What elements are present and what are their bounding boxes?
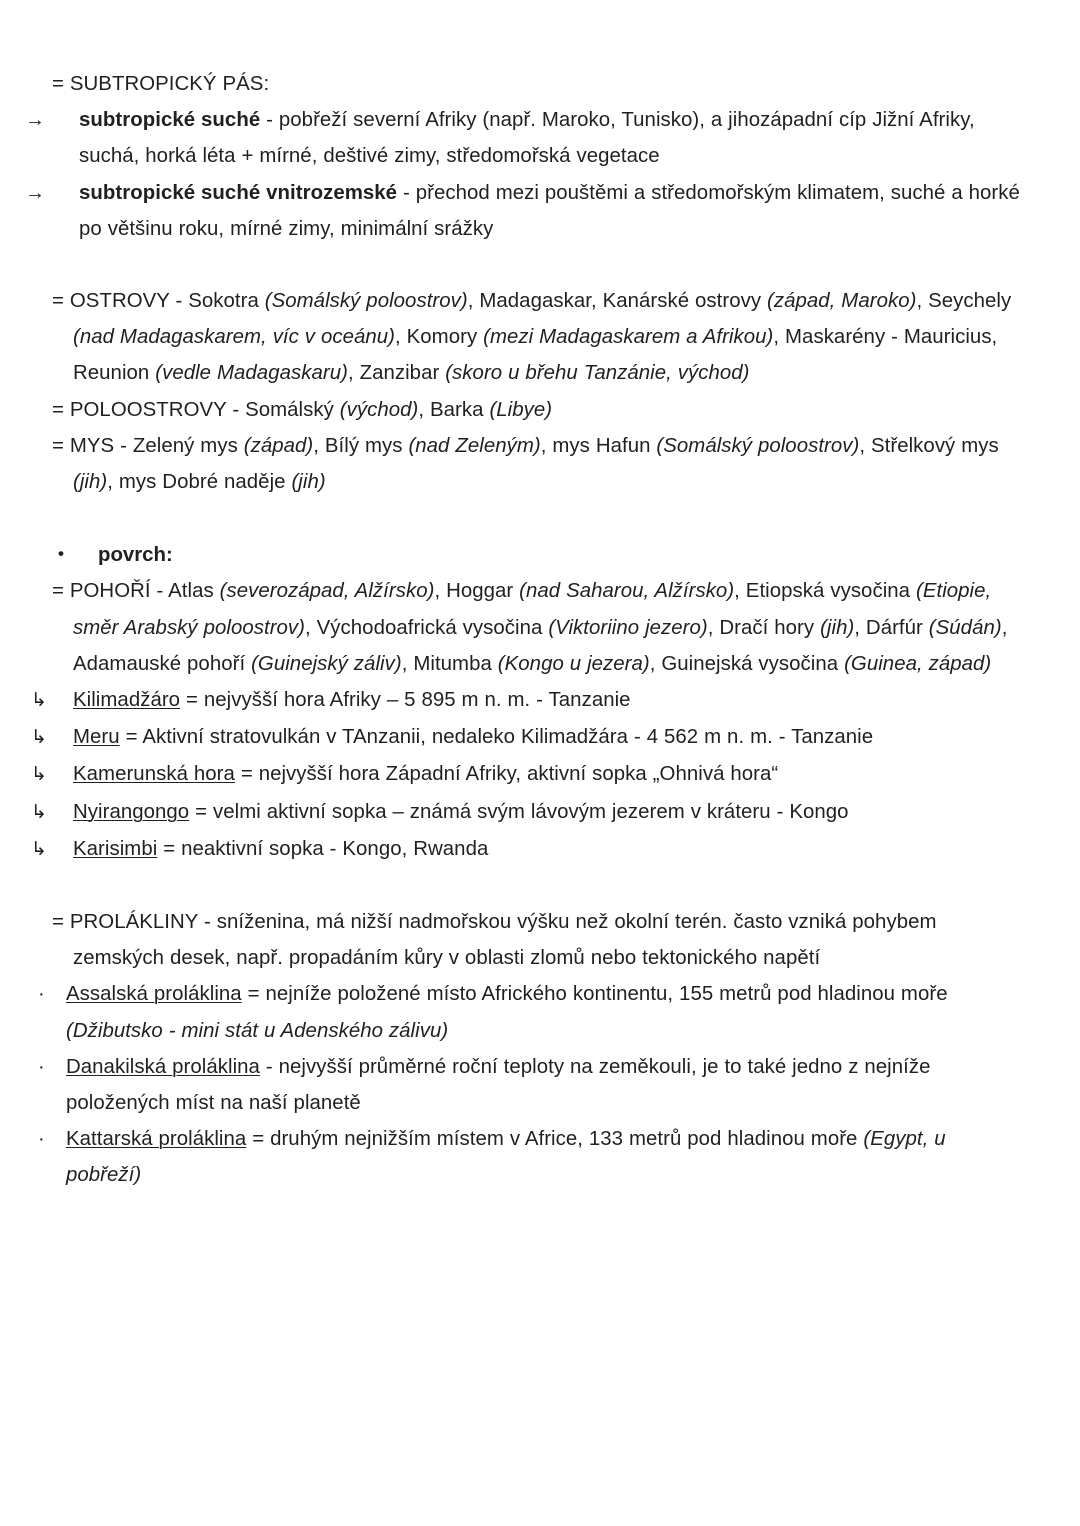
heading-povrch-label: povrch: bbox=[98, 544, 173, 567]
entry-ostrovy bbox=[52, 283, 1022, 392]
mountain-item bbox=[31, 682, 1022, 719]
italic-run: (západ, Maroko) bbox=[767, 290, 917, 313]
mountain-item bbox=[31, 794, 1022, 831]
italic-run: (nad Madagaskarem, víc v oceánu) bbox=[73, 326, 396, 349]
italic-run: (východ) bbox=[339, 398, 419, 421]
text-run: = MYS - Zelený mys bbox=[52, 434, 244, 457]
mountain-name: Meru bbox=[73, 726, 120, 749]
rich-pohori bbox=[52, 580, 1007, 674]
italic-run: (nad Zeleným) bbox=[408, 434, 541, 457]
entry-subtropicke-suche-vnitrozemske bbox=[25, 175, 1022, 247]
text-run: , Střelkový mys bbox=[859, 434, 999, 457]
text-run: , Seychely bbox=[916, 290, 1012, 313]
proklina-name: Assalská proláklina bbox=[66, 983, 242, 1006]
arrow-sub-icon: ↳ bbox=[31, 838, 47, 860]
text-run: , Guinejská vysočina bbox=[649, 652, 845, 675]
italic-run: (Somálský poloostrov) bbox=[264, 290, 468, 313]
section-gap bbox=[52, 500, 1022, 536]
italic-run: (Libye) bbox=[489, 398, 553, 421]
italic-run: (Guinea, západ) bbox=[844, 652, 992, 675]
bullet-small-icon: · bbox=[38, 1055, 45, 1078]
term-subtropicke-suche: subtropické suché bbox=[79, 109, 261, 132]
text-run: , mys Dobré naděje bbox=[107, 471, 292, 494]
definition-prolakliny: = PROLÁKLINY - sníženina, má nižší nadmořskou výšku než okolní terén. často vzniká pohybem zemských desek, např. propadáním kůry v oblasti zlomů nebo tektonického napětí bbox=[52, 911, 937, 970]
heading-povrch bbox=[52, 536, 1022, 573]
italic-run: (západ) bbox=[243, 434, 314, 457]
arrow-sub-icon: ↳ bbox=[31, 690, 47, 712]
mountain-name: Kamerunská hora bbox=[73, 763, 235, 786]
italic-run: (Kongo u jezera) bbox=[497, 652, 650, 675]
text-run: , Dračí hory bbox=[707, 616, 821, 639]
text-run: , Madagaskar, Kanárské ostrovy bbox=[467, 290, 768, 313]
entry-pohori bbox=[52, 573, 1022, 682]
mountain-name: Karisimbi bbox=[73, 837, 158, 860]
section-povrch bbox=[31, 536, 1022, 868]
proklina-item bbox=[38, 976, 1022, 1048]
mountain-body: = neaktivní sopka - Kongo, Rwanda bbox=[157, 837, 489, 860]
italic-run: (Guinejský záliv) bbox=[251, 652, 402, 675]
italic-run: (nad Saharou, Alžírsko) bbox=[519, 580, 735, 603]
bullet-small-icon: · bbox=[38, 983, 45, 1006]
italic-run: (severozápad, Alžírsko) bbox=[219, 580, 435, 603]
section-gap bbox=[52, 868, 1022, 904]
text-run: , Barka bbox=[418, 398, 490, 421]
text-run: = POLOOSTROVY - Somálský bbox=[52, 398, 340, 421]
text-run: , Maskarény - Mauricius, Reunion bbox=[73, 326, 998, 385]
text-run: , Bílý mys bbox=[313, 434, 409, 457]
text-run: , Mitumba bbox=[401, 652, 498, 675]
italic-run: (jih) bbox=[291, 471, 326, 494]
section-gap bbox=[52, 247, 1022, 283]
text-run: = OSTROVY - Sokotra bbox=[52, 290, 265, 313]
entry-poloostrovy bbox=[52, 392, 1022, 428]
proklina-name: Danakilská proláklina bbox=[66, 1055, 260, 1078]
rich-mys bbox=[52, 435, 999, 493]
italic-run: (Etiopie, směr Arabský poloostrov) bbox=[73, 580, 992, 639]
text-run: = druhým nejnižším místem v Africe, 133 metrů pod hladinou moře bbox=[246, 1128, 864, 1151]
mountain-item bbox=[31, 831, 1022, 868]
mountain-body: = nejvyšší hora Západní Afriky, aktivní sopka „Ohnivá hora“ bbox=[234, 763, 779, 786]
italic-run: (mezi Madagaskarem a Afrikou) bbox=[483, 326, 774, 349]
section-ostrovy bbox=[52, 283, 1022, 500]
body-subtropicke-suche: - pobřeží severní Afriky (např. Maroko, Tunisko), a jihozápadní cíp Jižní Afriky, suchá, horká léta + mírné, deštivé zimy, středomořská vegetace bbox=[79, 109, 975, 168]
text-run: , Komory bbox=[395, 326, 484, 349]
body-subtropicke-suche-vnitrozemske: - přechod mezi pouštěmi a středomořským klimatem, suché a horké po většinu roku, mírné zimy, minimální srážky bbox=[79, 181, 1020, 240]
arrow-right-icon: → bbox=[25, 181, 46, 204]
italic-run: (skoro u břehu Tanzánie, východ) bbox=[445, 362, 750, 385]
text-run: , Etiopská vysočina bbox=[734, 580, 916, 603]
italic-run: (vedle Madagaskaru) bbox=[155, 362, 348, 385]
text-run: , Adamauské pohoří bbox=[73, 616, 1008, 675]
mountain-item bbox=[31, 719, 1022, 756]
section-heading-subtropicky-pas: = SUBTROPICKÝ PÁS: bbox=[52, 73, 270, 95]
text-run: , Východoafrická vysočina bbox=[305, 616, 549, 639]
mountain-item bbox=[31, 756, 1022, 793]
arrow-sub-icon: ↳ bbox=[31, 727, 47, 749]
text-run: , Hoggar bbox=[434, 580, 520, 603]
rich-poloostrovy bbox=[52, 399, 552, 421]
mountain-name: Kilimadžáro bbox=[73, 689, 181, 712]
italic-run: (jih) bbox=[820, 616, 855, 639]
italic-run: (Somálský poloostrov) bbox=[656, 434, 860, 457]
text-run: = nejníže položené místo Afrického kontinentu, 155 metrů pod hladinou moře bbox=[241, 983, 948, 1006]
text-run: , Zanzibar bbox=[347, 362, 446, 385]
proklina-item bbox=[38, 1049, 1022, 1121]
proklina-item bbox=[38, 1121, 1022, 1193]
text-run: , Dárfúr bbox=[854, 616, 929, 639]
text-run: - nejvyšší průměrné roční teploty na zeměkouli, je to také jedno z nejníže položených míst na naší planetě bbox=[66, 1055, 931, 1115]
proklina-name: Kattarská proláklina bbox=[66, 1128, 247, 1151]
section-prolakliny bbox=[38, 904, 1022, 1194]
italic-run: (Súdán) bbox=[928, 616, 1002, 639]
mountain-name: Nyirangongo bbox=[73, 800, 190, 823]
arrow-right-icon: → bbox=[25, 109, 46, 132]
bullet-small-icon: · bbox=[38, 1128, 45, 1151]
arrow-sub-icon: ↳ bbox=[31, 801, 47, 823]
mountain-body: = velmi aktivní sopka – známá svým lávovým jezerem v kráteru - Kongo bbox=[189, 800, 849, 823]
mountain-body: = Aktivní stratovulkán v TAnzanii, nedaleko Kilimadžára - 4 562 m n. m. - Tanzanie bbox=[119, 726, 874, 749]
italic-run: (Džibutsko - mini stát u Adenského zálivu) bbox=[66, 1019, 449, 1042]
italic-run: (jih) bbox=[73, 471, 108, 494]
bullet-dot-icon: • bbox=[58, 544, 64, 564]
mountain-body: = nejvyšší hora Afriky – 5 895 m n. m. - Tanzanie bbox=[180, 689, 631, 712]
rich-ostrovy bbox=[52, 290, 1011, 384]
italic-run: (Egypt, u pobřeží) bbox=[66, 1128, 946, 1187]
section-subtropicky-pas bbox=[25, 66, 1022, 247]
entry-subtropicke-suche bbox=[25, 102, 1022, 174]
text-run: = POHOŘÍ - Atlas bbox=[52, 580, 220, 603]
arrow-sub-icon: ↳ bbox=[31, 764, 47, 786]
text-run: , mys Hafun bbox=[540, 434, 657, 457]
entry-mys bbox=[52, 428, 1022, 500]
term-subtropicke-suche-vnitrozemske: subtropické suché vnitrozemské bbox=[79, 181, 398, 204]
italic-run: (Viktoriino jezero) bbox=[548, 616, 708, 639]
